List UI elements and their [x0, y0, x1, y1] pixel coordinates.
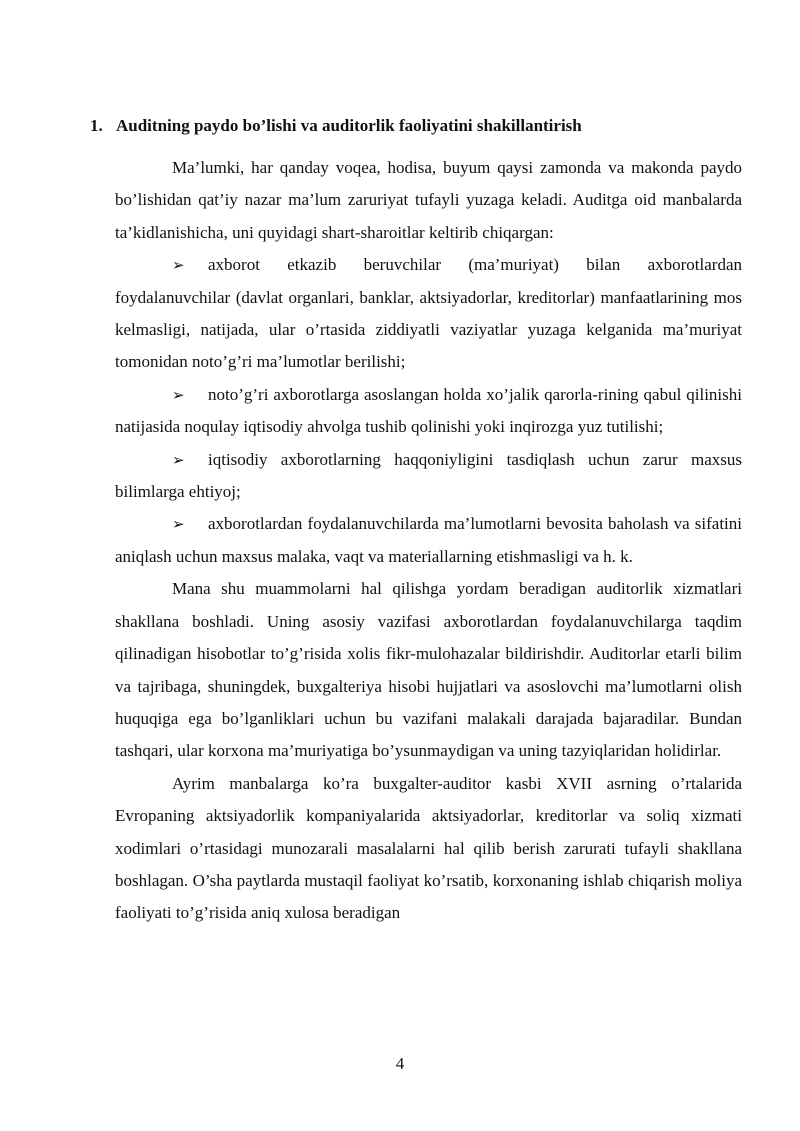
arrow-bullet-icon: ➢: [172, 450, 185, 469]
bullet-item: [115, 508, 742, 573]
bullet-item: [115, 444, 742, 509]
bullet-item: [115, 249, 742, 379]
paragraph-history: Ayrim manbalarga ko’ra buxgalter-auditor kasbi XVII asrning o’rtalarida Evropaning aktsiyadorlik kompaniyalarida aktsiyadorlar, kreditorlar va soliq xizmati xodimlari o’rtasidagi munozarali masalalarni hal qilib berish zarurati tufayli shakllana boshlagan. O’sha paytlarda mustaqil faoliyat ko’rsatib, korxonaning ishlab chiqarish moliya faoliyati to’g’risida aniq xulosa beradigan: [115, 773, 742, 923]
arrow-bullet-icon: ➢: [172, 385, 185, 404]
paragraph-auditing-services: Mana shu muammolarni hal qilishga yordam beradigan auditorlik xizmatlari shakllana boshladi. Uning asosiy vazifasi axborotlardan foydalanuvchilarga taqdim qilinadigan hisobotlar to’g’risida xolis fikr-mulohazalar bildirishdir. Auditorlar etarli bilim va tajribaga, shuningdek, buxgalteriya hisobi hujjatlari va asoslovchi ma’lumotlarni olish huquqiga ega bo’lganliklari uchun bu vazifani malakali darajada bajaradilar. Bundan tashqari, ular korxona ma’muriyatiga bo’ysunmaydigan va uning tazyiqlaridan holidirlar.: [115, 579, 742, 761]
bullet-text: axborotlardan foydalanuvchilarda ma’lumotlarni bevosita baholash va sifatini aniqlash uchun maxsus malaka, vaqt va materiallarning etishmasligi va h. k.: [115, 514, 742, 566]
bullet-text: axborot etkazib beruvchilar (ma’muriyat) bilan axborotlardan foydalanuvchilar (davlat organlari, banklar, aktsiyadorlar, kreditorlar) manfaatlarining mos kelmasligi, natijada, ular o’rtasida ziddiyatli vaziyatlar yuzaga kelganida ma’muriyat tomonidan noto’g’ri ma’lumotlar berilishi;: [115, 255, 742, 372]
section-title: Auditning paydo bo’lishi va auditorlik faoliyatini shakillantirish: [116, 116, 582, 135]
arrow-bullet-icon: ➢: [172, 256, 185, 275]
paragraph-intro: Ma’lumki, har qanday voqea, hodisa, buyum qaysi zamonda va makonda paydo bo’lishidan qat’iy nazar ma’lum zaruriyat tufayli yuzaga keladi. Auditga oid manbalarda ta’kidlanishicha, uni quyidagi shart-sharoitlar keltirib chiqargan:: [115, 158, 742, 242]
body-text: [115, 152, 742, 930]
arrow-bullet-icon: ➢: [172, 515, 185, 534]
bullet-text: iqtisodiy axborotlarning haqqoniyligini tasdiqlash uchun zarur maxsus bilimlarga ehtiyoj;: [115, 449, 742, 502]
bullet-item: [115, 379, 742, 444]
page-number: 4: [395, 1054, 405, 1073]
bullet-text: noto’g’ri axborotlarga asoslangan holda xo’jalik qarorla-rining qabul qilinishi natijasida noqulay iqtisodiy ahvolga tushib qolinishi yoki inqirozga yuz tutilishi;: [115, 384, 742, 437]
section-heading: [90, 114, 750, 138]
section-number: 1.: [90, 116, 103, 135]
